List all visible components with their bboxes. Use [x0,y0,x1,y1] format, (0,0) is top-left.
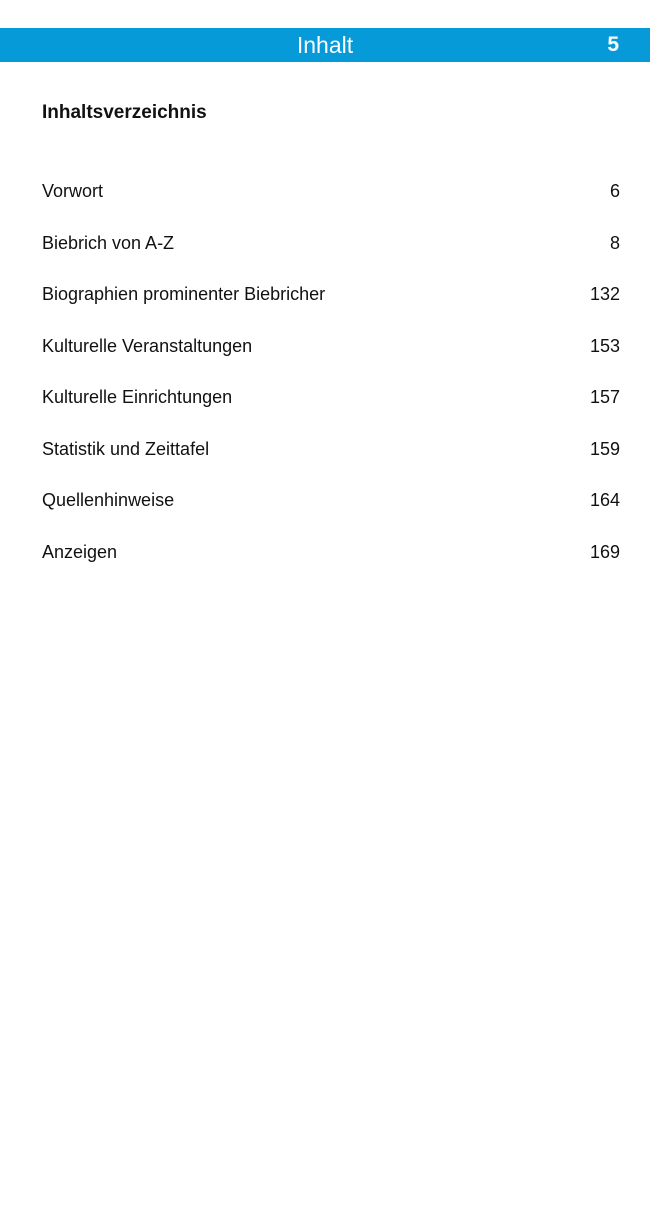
toc-entry-anzeigen[interactable] [42,539,620,591]
toc-entry-title: Vorwort [42,181,104,201]
toc-entry-biebrich-a-z[interactable] [42,230,620,282]
toc-entry-title: Statistik und Zeittafel [42,438,210,459]
toc-entry-page: 157 [589,387,620,407]
toc-entry-page: 164 [589,490,620,510]
toc-entry-title: Kulturelle Einrichtungen [42,387,233,407]
toc-entry-page: 132 [589,284,620,304]
page-title: Inhalt [296,32,354,58]
toc-entry-title: Quellenhinweise [42,490,175,510]
toc-entry-title: Biebrich von A-Z [42,232,175,253]
toc-entry-biographien[interactable] [42,281,620,333]
toc-entry-quellenhinweise[interactable] [42,487,620,539]
toc-entry-page: 153 [589,335,620,356]
toc-entry-title: Kulturelle Veranstaltungen [42,335,253,356]
toc-entry-page: 8 [609,232,620,253]
header-bar [0,28,650,62]
toc-entry-title: Biographien prominenter Biebricher [42,284,326,304]
toc-entry-vorwort[interactable] [42,178,620,230]
toc-entry-page: 169 [589,541,620,562]
toc-entry-kulturelle-einrichtungen[interactable] [42,384,620,436]
toc-entry-title: Anzeigen [42,541,118,562]
toc-entry-page: 6 [609,181,620,201]
toc-list [42,178,620,590]
toc-heading: Inhaltsverzeichnis [42,102,207,123]
page-number: 5 [607,33,619,56]
toc-entry-page: 159 [589,438,620,459]
toc-entry-statistik[interactable] [42,436,620,488]
toc-entry-kulturelle-veranstaltungen[interactable] [42,333,620,385]
